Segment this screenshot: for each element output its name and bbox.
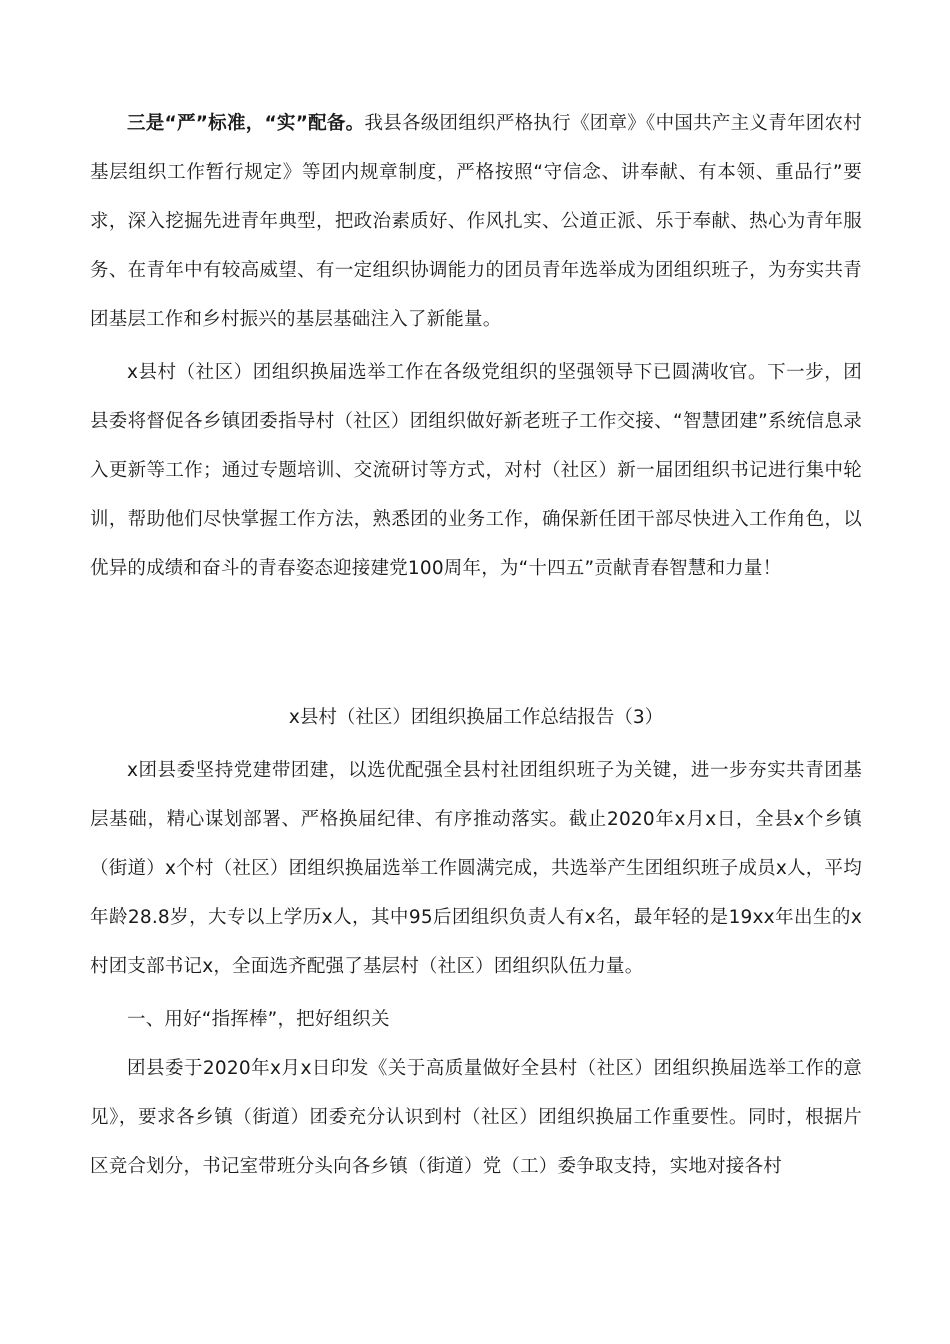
paragraph-next-steps: x县村（社区）团组织换届选举工作在各级党组织的坚强领导下已圆满收官。下一步，团县委将督促各乡镇团委指导村（社区）团组织做好新老班子工作交接、“智慧团建”系统信息录入更新等工作；通过专题培训、交流研讨等方式，对村（社区）新一届团组织书记进行集中轮训，帮助他们尽快掌握工作方法，熟悉团的业务工作，确保新任团干部尽快进入工作角色，以优异的成绩和奋斗的青春姿态迎接建党100周年，为“十四五”贡献青春智慧和力量！ (90, 362, 862, 579)
report-title: x县村（社区）团组织换届工作总结报告（3） (288, 707, 664, 728)
paragraph-lead-bold: 三是“严”标准，“实”配备。 (127, 113, 365, 134)
section-heading-1: 一、用好“指挥棒”，把好组织关 (127, 1009, 390, 1030)
paragraph-body: 我县各级团组织严格执行《团章》《中国共产主义青年团农村基层组织工作暂行规定》等团内规章制度，严格按照“守信念、讲奉献、有本领、重品行”要求，深入挖掘先进青年典型，把政治素质好、作风扎实、公道正派、乐于奉献、热心为青年服务、在青年中有较高威望、有一定组织协调能力的团员青年选举成为团组织班子，为夯实共青团基层工作和乡村振兴的基层基础注入了新能量。 (90, 113, 862, 330)
paragraph-standards (90, 99, 862, 344)
paragraph-summary: x团县委坚持党建带团建，以选优配强全县村社团组织班子为关键，进一步夯实共青团基层基础，精心谋划部署、严格换届纪律、有序推动落实。截止2020年x月x日，全县x个乡镇（街道）x个村（社区）团组织换届选举工作圆满完成，共选举产生团组织班子成员x人，平均年龄28.8岁，大专以上学历x人，其中95后团组织负责人有x名，最年轻的是19xx年出生的x村团支部书记x，全面选齐配强了基层村（社区）团组织队伍力量。 (90, 760, 862, 977)
paragraph-section-1: 团县委于2020年x月x日印发《关于高质量做好全县村（社区）团组织换届选举工作的意见》，要求各乡镇（街道）团委充分认识到村（社区）团组织换届工作重要性。同时，根据片区竞合划分，书记室带班分头向各乡镇（街道）党（工）委争取支持，实地对接各村 (90, 1058, 862, 1177)
